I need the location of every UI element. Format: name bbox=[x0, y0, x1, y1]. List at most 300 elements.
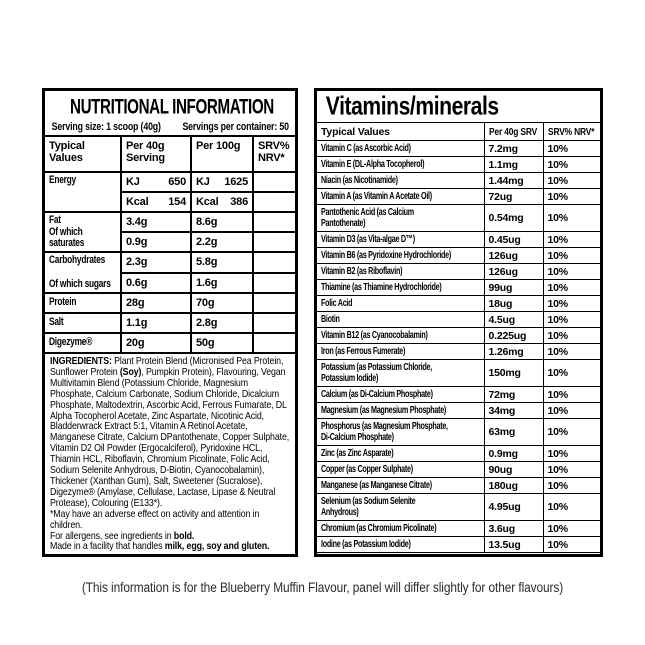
nutrition-row bbox=[45, 212, 295, 232]
srv-nrv-cell bbox=[253, 273, 295, 294]
vitamin-row bbox=[317, 232, 600, 248]
value-cell bbox=[121, 212, 191, 232]
vitamin-name bbox=[321, 496, 480, 519]
vitamin-name bbox=[321, 523, 480, 535]
nrv-value: 10% bbox=[547, 463, 568, 476]
nrv-value: 10% bbox=[547, 501, 568, 513]
nutrient-label-group bbox=[49, 254, 116, 291]
nutrition-header-row bbox=[45, 136, 295, 172]
nrv-value: 10% bbox=[547, 158, 568, 171]
vitamin-name-cell bbox=[317, 446, 484, 462]
vitamin-name-line: Vitamin B12 (as Cyanocobalamin) bbox=[321, 329, 428, 341]
column-header-per-100g bbox=[191, 136, 253, 172]
ingredients-segment: , Pumpkin Protein), Flavouring, Vegan Multivitamin Blend (Potassium Chloride, Magnesium Phosphate, Calcium Carbonate, Sodium Chloride, Dicalcium Phosphate, Maltodextrin, Ascorbic Acid, Ferrous Fumarate, DL Alpha Tocopherol Acetate, Zinc Aspartate, Nicotinic Acid, Bladderwrack Extract 5:1, Vitamin A Retinol Acetate, Manganese Citrate, Calcium DPantothenate, Copper Sulphate, Vitamin D2 Oil Powder (Ergocalciferol), Pyridoxine HCL, Thiamin HCL, Riboflavin, Chromium Picolinate, Folic Acid, Sodium Selenite Anhydrous, D-Biotin, Cyanocobalamin), Thickener (Xanthan Gum), Salt, Sweetener (Sucralose), Digezyme® (Amylase, Cellulase, Lactase, Lipase & Neutral Protease), Colouring (E133*). bbox=[50, 366, 290, 509]
vitamin-name-line: Vitamin D3 (as Vita-algae D™) bbox=[321, 233, 415, 245]
value-cell bbox=[121, 192, 191, 212]
amount-cell bbox=[484, 360, 543, 387]
nutrient-label: Carbohydrates bbox=[49, 254, 106, 266]
ingredients-note-segment: For allergens, see ingredients in bbox=[50, 530, 174, 542]
nrv-value: 10% bbox=[547, 522, 568, 535]
nutrient-value: 28g bbox=[126, 297, 145, 309]
nrv-value: 10% bbox=[547, 174, 568, 187]
servings-per-container-text: Servings per container: 50 bbox=[182, 121, 289, 133]
vitamin-name-cell bbox=[317, 387, 484, 403]
amount-value: 7.2mg bbox=[488, 142, 518, 155]
nutrient-value: 2.3g bbox=[126, 256, 148, 269]
vitamin-name bbox=[321, 464, 480, 476]
nutrient-value: 1.6g bbox=[196, 276, 218, 289]
amount-cell bbox=[484, 248, 543, 264]
vitamin-row bbox=[317, 141, 600, 157]
vitamin-name-line: Anhydrous) bbox=[321, 507, 359, 518]
flavour-disclaimer-caption: (This information is for the Blueberry Muffin Flavour, panel will differ slightly for other flavours) bbox=[81, 580, 564, 595]
amount-cell bbox=[484, 344, 543, 360]
vitamin-name bbox=[321, 405, 480, 417]
nrv-cell bbox=[543, 264, 600, 280]
amount-cell bbox=[484, 264, 543, 280]
nrv-cell bbox=[543, 537, 600, 553]
vitamin-row bbox=[317, 312, 600, 328]
value-cell bbox=[121, 172, 191, 192]
srv-nrv-cell bbox=[253, 232, 295, 252]
vitamin-name-cell bbox=[317, 360, 484, 387]
vitamin-row bbox=[317, 344, 600, 360]
vitamin-row bbox=[317, 478, 600, 494]
nutrient-label: Of which sugars bbox=[49, 277, 111, 290]
vitamin-name-line: Manganese (as Manganese Citrate) bbox=[321, 479, 432, 491]
nrv-value: 10% bbox=[547, 265, 568, 278]
vitamin-name-cell bbox=[317, 232, 484, 248]
vitamin-name-cell bbox=[317, 312, 484, 328]
amount-value: 72ug bbox=[488, 190, 513, 203]
nutrient-value: 2.2g bbox=[196, 236, 218, 248]
nutrition-row bbox=[45, 313, 295, 333]
energy-value: 1625 bbox=[224, 176, 248, 188]
column-header-label: Typical Values bbox=[321, 125, 390, 138]
vitamin-row bbox=[317, 360, 600, 387]
nrv-value: 10% bbox=[547, 426, 568, 438]
vitamin-row bbox=[317, 248, 600, 264]
nutrient-value: 0.9g bbox=[126, 236, 148, 248]
vitamin-row bbox=[317, 157, 600, 173]
energy-unit-value bbox=[126, 176, 186, 188]
vitamin-name bbox=[321, 282, 480, 294]
ingredients-note bbox=[50, 510, 290, 532]
vitamin-name-line: Folic Acid bbox=[321, 297, 353, 309]
srv-nrv-cell bbox=[253, 212, 295, 232]
srv-nrv-cell bbox=[253, 252, 295, 273]
nrv-cell bbox=[543, 173, 600, 189]
energy-value: 154 bbox=[168, 196, 186, 208]
amount-value: 4.95ug bbox=[488, 501, 521, 513]
vitamins-minerals-panel bbox=[314, 88, 603, 557]
ingredients-segment: INGREDIENTS: bbox=[50, 356, 115, 367]
vitamin-name-cell bbox=[317, 248, 484, 264]
nrv-cell bbox=[543, 360, 600, 387]
nutrient-value: 50g bbox=[196, 337, 215, 349]
value-cell bbox=[191, 313, 253, 333]
nutrition-row bbox=[45, 333, 295, 353]
vitamin-name bbox=[321, 421, 480, 444]
vitamin-row bbox=[317, 403, 600, 419]
nrv-cell bbox=[543, 312, 600, 328]
amount-value: 99ug bbox=[488, 281, 513, 294]
nrv-cell bbox=[543, 189, 600, 205]
nutrient-label: Fat bbox=[49, 214, 61, 226]
srv-nrv-cell bbox=[253, 293, 295, 313]
vitamin-name-cell bbox=[317, 419, 484, 446]
value-cell bbox=[121, 252, 191, 273]
nutrient-label-group bbox=[49, 214, 116, 250]
nrv-cell bbox=[543, 248, 600, 264]
value-cell bbox=[121, 293, 191, 313]
amount-value: 1.1mg bbox=[488, 158, 518, 171]
nutrient-label-group bbox=[49, 317, 116, 329]
column-header-srv-nrv bbox=[543, 123, 600, 141]
nrv-cell bbox=[543, 205, 600, 232]
energy-unit-value bbox=[196, 176, 248, 188]
nrv-value: 10% bbox=[547, 538, 568, 551]
nutrient-label-group bbox=[49, 297, 116, 309]
ingredients-note-segment: *May have an adverse effect on activity and attention in children. bbox=[50, 508, 260, 531]
amount-cell bbox=[484, 521, 543, 537]
energy-value: 650 bbox=[168, 176, 186, 188]
vitamin-name-cell bbox=[317, 537, 484, 553]
nrv-value: 10% bbox=[547, 447, 568, 460]
nutrient-label-group bbox=[49, 337, 116, 349]
nrv-value: 10% bbox=[547, 313, 568, 326]
amount-cell bbox=[484, 537, 543, 553]
vitamin-name-line: Zinc (as Zinc Asparate) bbox=[321, 447, 394, 459]
nrv-cell bbox=[543, 344, 600, 360]
vitamin-name-cell bbox=[317, 478, 484, 494]
value-cell bbox=[191, 273, 253, 294]
vitamin-name-cell bbox=[317, 328, 484, 344]
nutrient-label-cell bbox=[45, 212, 121, 252]
vitamin-row bbox=[317, 280, 600, 296]
serving-info-line bbox=[45, 120, 295, 135]
vitamin-name bbox=[321, 191, 480, 203]
nrv-value: 10% bbox=[547, 142, 568, 155]
vitamin-row bbox=[317, 462, 600, 478]
vitamin-name-cell bbox=[317, 344, 484, 360]
amount-cell bbox=[484, 446, 543, 462]
column-header-label: Typical Values bbox=[49, 140, 85, 164]
vitamin-row bbox=[317, 296, 600, 312]
srv-nrv-cell bbox=[253, 192, 295, 212]
ingredients-text-block bbox=[50, 357, 290, 553]
energy-value: 386 bbox=[230, 196, 248, 208]
amount-cell bbox=[484, 419, 543, 446]
nrv-value: 10% bbox=[547, 404, 568, 417]
amount-value: 72mg bbox=[488, 388, 516, 401]
nutrient-value: 5.8g bbox=[196, 256, 218, 269]
nrv-value: 10% bbox=[547, 249, 568, 262]
vitamins-panel-title: Vitamins/minerals bbox=[325, 92, 499, 121]
nutrient-label-cell bbox=[45, 313, 121, 333]
amount-value: 1.44mg bbox=[488, 174, 524, 187]
nrv-cell bbox=[543, 232, 600, 248]
vitamin-row bbox=[317, 189, 600, 205]
amount-value: 90ug bbox=[488, 463, 513, 476]
vitamin-name-cell bbox=[317, 494, 484, 521]
vitamin-row bbox=[317, 264, 600, 280]
amount-cell bbox=[484, 494, 543, 521]
vitamin-name-line: Thiamine (as Thiamine Hydrochloride) bbox=[321, 281, 442, 293]
nutrient-label: Digezyme® bbox=[49, 336, 93, 349]
vitamin-name-cell bbox=[317, 189, 484, 205]
nutrient-label: Salt bbox=[49, 316, 64, 329]
amount-cell bbox=[484, 403, 543, 419]
amount-cell bbox=[484, 189, 543, 205]
nrv-value: 10% bbox=[547, 388, 568, 401]
nrv-cell bbox=[543, 462, 600, 478]
vitamin-row bbox=[317, 173, 600, 189]
vitamin-name-line: Calcium (as Di-Calcium Phosphate) bbox=[321, 388, 433, 400]
nrv-value: 10% bbox=[547, 329, 568, 342]
nrv-cell bbox=[543, 403, 600, 419]
nrv-value: 10% bbox=[547, 281, 568, 294]
amount-value: 126ug bbox=[488, 249, 518, 262]
amount-value: 150mg bbox=[488, 367, 521, 379]
vitamin-name bbox=[321, 175, 480, 187]
vitamins-header-row bbox=[317, 123, 600, 141]
nutrient-label-group bbox=[49, 174, 116, 187]
vitamin-row bbox=[317, 328, 600, 344]
ingredients-segment: (Soy) bbox=[119, 366, 142, 378]
vitamin-name-cell bbox=[317, 462, 484, 478]
srv-nrv-cell bbox=[253, 313, 295, 333]
vitamin-name-cell bbox=[317, 173, 484, 189]
energy-unit-value bbox=[126, 196, 186, 208]
nrv-value: 10% bbox=[547, 367, 568, 379]
energy-unit: KJ bbox=[196, 176, 210, 188]
vitamin-name-cell bbox=[317, 296, 484, 312]
vitamin-name-line: Selenium (as Sodium Selenite bbox=[321, 495, 416, 507]
value-cell bbox=[121, 232, 191, 252]
value-cell bbox=[191, 172, 253, 192]
vitamin-row bbox=[317, 205, 600, 232]
nrv-cell bbox=[543, 419, 600, 446]
vitamins-table bbox=[317, 122, 600, 553]
vitamin-name bbox=[321, 480, 480, 492]
column-header-typical-values bbox=[317, 123, 484, 141]
column-header-label: Per 40g SRV bbox=[488, 125, 537, 138]
vitamin-name bbox=[321, 250, 480, 262]
nutrition-row bbox=[45, 172, 295, 192]
amount-cell bbox=[484, 296, 543, 312]
amount-value: 3.6ug bbox=[488, 522, 515, 535]
vitamin-name bbox=[321, 143, 480, 155]
nrv-cell bbox=[543, 478, 600, 494]
srv-nrv-cell bbox=[253, 333, 295, 353]
vitamin-row bbox=[317, 537, 600, 553]
value-cell bbox=[191, 232, 253, 252]
value-cell bbox=[191, 212, 253, 232]
amount-cell bbox=[484, 312, 543, 328]
vitamin-name bbox=[321, 539, 480, 551]
nrv-value: 10% bbox=[547, 190, 568, 203]
ingredients-paragraph bbox=[50, 357, 290, 510]
amount-value: 180ug bbox=[488, 479, 518, 492]
column-header-per-40g-serving bbox=[121, 136, 191, 172]
vitamin-name-line: Phosphorus (as Magnesium Phosphate, bbox=[321, 420, 448, 432]
nutrient-value: 8.6g bbox=[196, 216, 218, 228]
energy-unit: Kcal bbox=[126, 196, 149, 208]
nutrition-table-body bbox=[45, 172, 295, 353]
nutrition-row bbox=[45, 293, 295, 313]
vitamin-name-line: Pantothenic Acid (as Calcium bbox=[321, 206, 414, 218]
vitamin-name-line: Di-Calcium Phosphate) bbox=[321, 432, 394, 443]
column-header-label: SRV% NRV* bbox=[258, 140, 290, 164]
nrv-cell bbox=[543, 157, 600, 173]
amount-value: 13.5ug bbox=[488, 538, 521, 551]
vitamin-name bbox=[321, 159, 480, 171]
amount-cell bbox=[484, 173, 543, 189]
vitamin-name bbox=[321, 207, 480, 230]
energy-unit-value bbox=[196, 196, 248, 208]
vitamin-row bbox=[317, 494, 600, 521]
vitamin-name-line: Vitamin E (DL-Alpha Tocopherol) bbox=[321, 158, 425, 170]
nrv-cell bbox=[543, 141, 600, 157]
value-cell bbox=[191, 293, 253, 313]
amount-cell bbox=[484, 478, 543, 494]
nutrition-row bbox=[45, 252, 295, 273]
serving-size-text: Serving size: 1 scoop (40g) bbox=[51, 121, 161, 133]
nutrient-value: 3.4g bbox=[126, 216, 148, 228]
column-header-label: Per 100g bbox=[196, 140, 241, 152]
ingredients-note bbox=[50, 542, 290, 553]
nutrition-panel-title: NUTRITIONAL INFORMATION bbox=[70, 95, 274, 120]
ingredients-note-segment: bold. bbox=[173, 530, 195, 542]
nutrition-table bbox=[45, 135, 295, 354]
vitamin-name-cell bbox=[317, 157, 484, 173]
vitamin-row bbox=[317, 419, 600, 446]
srv-nrv-cell bbox=[253, 172, 295, 192]
value-cell bbox=[121, 333, 191, 353]
vitamin-name-cell bbox=[317, 141, 484, 157]
amount-cell bbox=[484, 232, 543, 248]
vitamin-name-line: Vitamin B2 (as Riboflavin) bbox=[321, 265, 403, 277]
amount-value: 4.5ug bbox=[488, 313, 515, 326]
vitamin-name-line: Iron (as Ferrous Fumerate) bbox=[321, 345, 406, 357]
vitamin-name bbox=[321, 314, 480, 326]
value-cell bbox=[191, 252, 253, 273]
ingredients-note-segment: Made in a facility that handles bbox=[50, 541, 165, 553]
vitamin-name-line: Vitamin A (as Vitamin A Acetate Oil) bbox=[321, 190, 432, 202]
vitamin-name-cell bbox=[317, 521, 484, 537]
amount-cell bbox=[484, 157, 543, 173]
vitamin-row bbox=[317, 521, 600, 537]
vitamin-name bbox=[321, 362, 480, 385]
value-cell bbox=[121, 273, 191, 294]
amount-cell bbox=[484, 462, 543, 478]
amount-cell bbox=[484, 387, 543, 403]
energy-unit: KJ bbox=[126, 176, 140, 188]
column-header-label: SRV% NRV* bbox=[547, 125, 594, 138]
amount-cell bbox=[484, 328, 543, 344]
column-header-per-40g-srv bbox=[484, 123, 543, 141]
vitamin-name-line: Pantothenate) bbox=[321, 218, 366, 229]
vitamin-name-line: Niacin (as Nicotinamide) bbox=[321, 174, 398, 186]
nutrient-value: 70g bbox=[196, 297, 215, 309]
nutrient-label-cell bbox=[45, 333, 121, 353]
nrv-value: 10% bbox=[547, 212, 568, 224]
vitamin-name-line: Magnesium (as Magnesium Phosphate) bbox=[321, 404, 447, 416]
nutritional-information-panel bbox=[42, 88, 298, 557]
vitamins-table-body bbox=[317, 141, 600, 553]
amount-value: 0.54mg bbox=[488, 212, 524, 224]
vitamin-name-cell bbox=[317, 403, 484, 419]
vitamin-row bbox=[317, 446, 600, 462]
vitamin-row bbox=[317, 387, 600, 403]
nutrient-value: 1.1g bbox=[126, 317, 148, 329]
ingredients-segment: Plant Protein Blend (Micronised Pea Protein, Sunflower Protein bbox=[50, 356, 284, 378]
ingredients-note-segment: milk, egg, soy and gluten. bbox=[164, 541, 270, 553]
nutrient-label: Protein bbox=[49, 296, 77, 309]
amount-value: 34mg bbox=[488, 404, 516, 417]
amount-cell bbox=[484, 205, 543, 232]
nutrient-value: 20g bbox=[126, 337, 145, 349]
vitamin-name bbox=[321, 389, 480, 401]
amount-value: 1.26mg bbox=[488, 345, 524, 358]
nrv-cell bbox=[543, 280, 600, 296]
amount-value: 0.45ug bbox=[488, 233, 521, 246]
vitamin-name bbox=[321, 298, 480, 310]
nrv-cell bbox=[543, 296, 600, 312]
value-cell bbox=[191, 192, 253, 212]
vitamin-name bbox=[321, 266, 480, 278]
vitamin-name bbox=[321, 234, 480, 246]
energy-unit: Kcal bbox=[196, 196, 219, 208]
amount-value: 0.225ug bbox=[488, 329, 527, 342]
nutrient-label-cell bbox=[45, 293, 121, 313]
vitamin-name-line: Biotin bbox=[321, 313, 340, 325]
amount-value: 18ug bbox=[488, 297, 513, 310]
nutrient-label: Energy bbox=[49, 174, 76, 186]
nrv-value: 10% bbox=[547, 345, 568, 358]
column-header-label: Per 40g Serving bbox=[126, 140, 165, 164]
nrv-value: 10% bbox=[547, 233, 568, 246]
value-cell bbox=[121, 313, 191, 333]
nutrient-value: 2.8g bbox=[196, 317, 218, 329]
vitamin-name-cell bbox=[317, 264, 484, 280]
amount-value: 126ug bbox=[488, 265, 518, 278]
nrv-value: 10% bbox=[547, 479, 568, 492]
amount-cell bbox=[484, 141, 543, 157]
amount-cell bbox=[484, 280, 543, 296]
nrv-cell bbox=[543, 494, 600, 521]
vitamin-name-line: Copper (as Copper Sulphate) bbox=[321, 463, 413, 475]
nutrient-label-cell bbox=[45, 172, 121, 212]
nrv-cell bbox=[543, 446, 600, 462]
ingredients-section bbox=[45, 354, 295, 554]
column-header-typical-values bbox=[45, 136, 121, 172]
value-cell bbox=[191, 333, 253, 353]
vitamin-name-line: Potassium Iodide) bbox=[321, 373, 379, 384]
nutrient-label-cell bbox=[45, 252, 121, 293]
nutrient-label: Of which saturates bbox=[49, 225, 85, 249]
vitamin-name-line: Iodine (as Potassium Iodide) bbox=[321, 538, 411, 550]
nrv-cell bbox=[543, 521, 600, 537]
vitamin-name bbox=[321, 448, 480, 460]
nutrient-value: 0.6g bbox=[126, 276, 148, 289]
vitamin-name-line: Potassium (as Potassium Chloride, bbox=[321, 361, 432, 373]
vitamin-name-line: Vitamin C (as Ascorbic Acid) bbox=[321, 142, 411, 154]
vitamin-name-cell bbox=[317, 205, 484, 232]
nrv-cell bbox=[543, 387, 600, 403]
vitamin-name-line: Chromium (as Chromium Picolinate) bbox=[321, 522, 437, 534]
